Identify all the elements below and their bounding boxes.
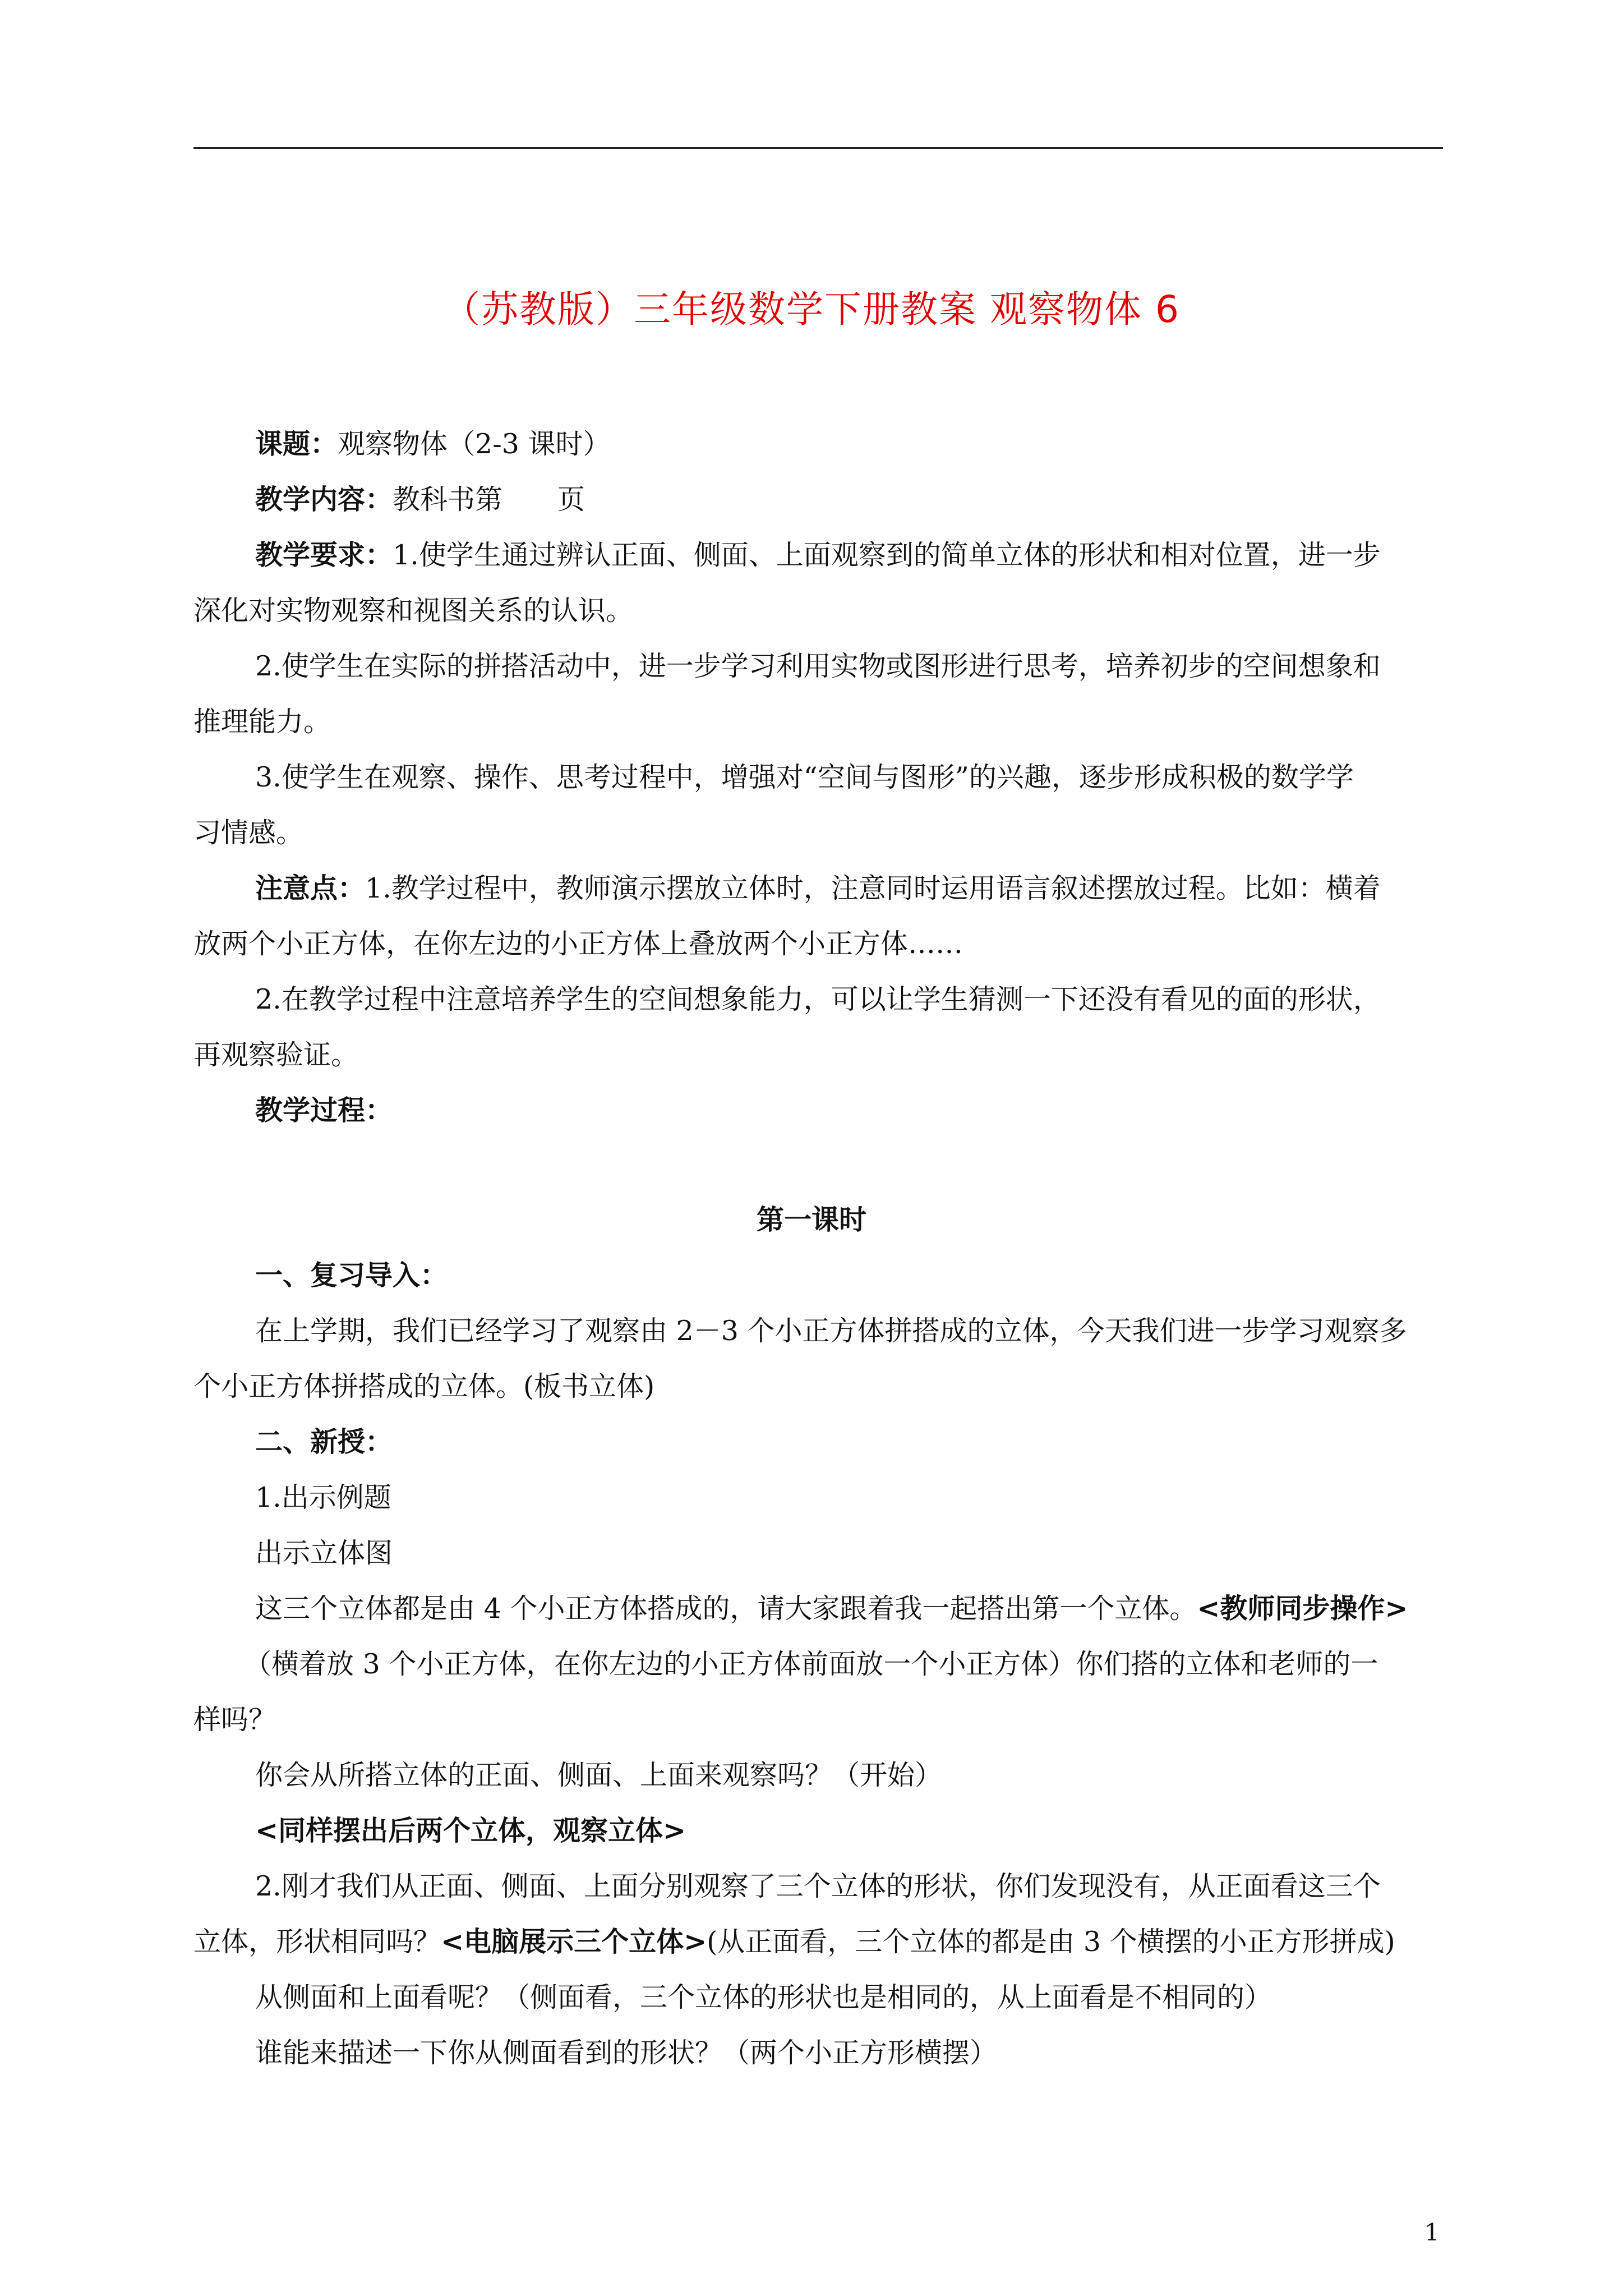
paragraph-line: （横着放 3 个小正方体，在你左边的小正方体前面放一个小正方体）你们搭的立体和老师的一 [244,1648,1378,1680]
section-heading: 二、新授： [255,1425,393,1458]
label-notes: 注意点： [255,872,366,904]
paragraph-line: 2.刚才我们从正面、侧面、上面分别观察了三个立体的形状，你们发现没有，从正面看这三个 [255,1870,1381,1902]
paragraph-line: 你会从所搭立体的正面、侧面、上面来观察吗？（开始） [255,1759,943,1791]
paragraph-line: 谁能来描述一下你从侧面看到的形状？（两个小正方形横摆） [255,2037,998,2069]
line-requirements: 教学要求：1.使学生通过辨认正面、侧面、上面观察到的简单立体的形状和相对位置，进一步 [255,539,1381,571]
paragraph-line: 样吗？ [193,1704,276,1736]
label-requirements: 教学要求： [255,539,393,571]
label-process: 教学过程： [255,1094,393,1126]
paragraph-line: 深化对实物观察和视图关系的认识。 [193,595,634,627]
page-number: 1 [1424,2219,1440,2246]
paragraph-line: 再观察验证。 [193,1039,359,1071]
document-title: （苏教版）三年级数学下册教案 观察物体 6 [443,288,1180,331]
paragraph-line: 在上学期，我们已经学习了观察由 2－3 个小正方体拼搭成的立体，今天我们进一步学习观察多 [255,1315,1407,1347]
label-content: 教学内容： [255,483,393,516]
paragraph-line: 1.出示例题 [255,1481,391,1513]
inline-note: <教师同步操作> [1197,1592,1408,1625]
label-topic: 课题： [255,427,338,460]
paragraph-line: 习情感。 [193,817,304,849]
paragraph-line: 3.使学生在观察、操作、思考过程中，增强对“空间与图形”的兴趣，逐步形成积极的数学学 [255,761,1354,793]
inline-note: <电脑展示三个立体> [441,1925,707,1958]
paragraph-line: 推理能力。 [193,706,331,738]
section-heading: 一、复习导入： [255,1259,448,1291]
paragraph-line: 出示立体图 [255,1537,393,1569]
line-topic: 课题：观察物体（2-3 课时） [255,427,611,460]
paragraph-line: 这三个立体都是由 4 个小正方体搭成的，请大家跟着我一起搭出第一个立体。<教师同步操作> [255,1592,1408,1625]
inline-note: <同样摆出后两个立体，观察立体> [255,1814,686,1847]
paragraph-line: 从侧面和上面看呢？（侧面看，三个立体的形状也是相同的，从上面看是不相同的） [255,1981,1272,2013]
header-rule [193,147,1443,149]
line-notes: 注意点：1.教学过程中，教师演示摆放立体时，注意同时运用语言叙述摆放过程。比如：横着 [255,872,1381,904]
lesson-heading: 第一课时 [756,1203,866,1236]
paragraph-line: 个小正方体拼搭成的立体。(板书立体) [193,1370,655,1402]
paragraph-line: 放两个小正方体，在你左边的小正方体上叠放两个小正方体…… [193,928,963,960]
paragraph-line: 2.使学生在实际的拼搭活动中，进一步学习利用实物或图形进行思考，培养初步的空间想象和 [255,650,1381,682]
paragraph-line: 2.在教学过程中注意培养学生的空间想象能力，可以让学生猜测一下还没有看见的面的形状， [255,983,1381,1015]
line-content: 教学内容：教科书第 页 [255,483,585,516]
paragraph-line: 立体，形状相同吗？<电脑展示三个立体>(从正面看，三个立体的都是由 3 个横摆的小正方形拼成) [193,1925,1395,1958]
